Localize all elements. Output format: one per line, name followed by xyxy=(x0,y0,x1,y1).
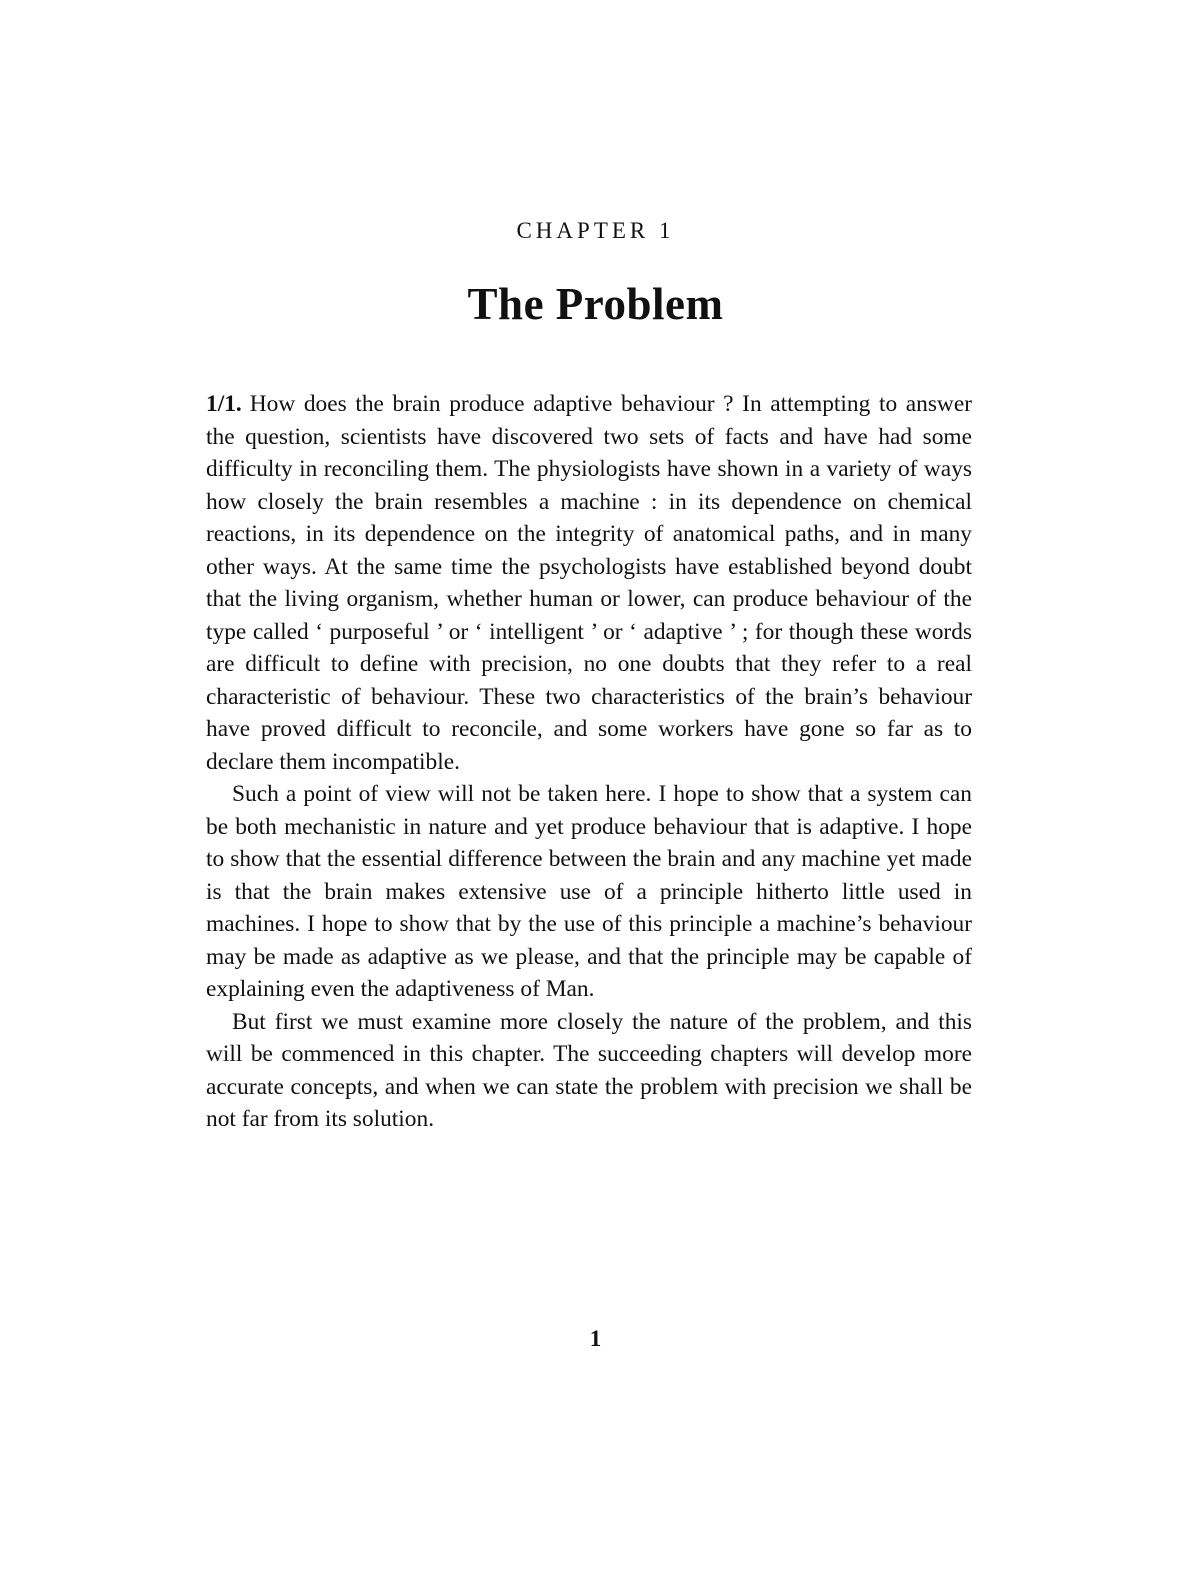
body-text xyxy=(206,388,972,1136)
paragraph-2: Such a point of view will not be taken here. I hope to show that a system can be both mechanistic in nature and yet produce behaviour that is adaptive. I hope to show that the essential difference between the brain and any machine yet made is that the brain makes extensive use of a principle hitherto little used in machines. I hope to show that by the use of this principle a machine’s behaviour may be made as adaptive as we please, and that the principle may be capable of explaining even the adaptiveness of Man. xyxy=(206,781,972,1002)
page-number: 1 xyxy=(589,1326,602,1351)
paragraph-3: But first we must examine more closely the nature of the problem, and this will be commenced in this chapter. The succeeding chapters will develop more accurate concepts, and when we can state the problem with precision we shall be not far from its solution. xyxy=(206,1008,972,1132)
paragraph-1-text: How does the brain produce adaptive behaviour ? In attempting to answer the question, scientists have discovered two sets of facts and have had some difficulty in reconciling them. The physiologists have shown in a variety of ways how closely the brain resembles a machine : in its dependence on chemical reactions, in its dependence on the integrity of anatomical paths, and in many other ways. At the same time the psychologists have established beyond doubt that the living organism, whether human or lower, can produce behaviour of the type called ‘ purposeful ’ or ‘ intelligent ’ or ‘ adaptive ’ ; for though these words are difficult to define with precision, no one doubts that they refer to a real characteristic of behaviour. These two characteristics of the brain’s behaviour have proved difficult to reconcile, and some workers have gone so far as to declare them incompatible. xyxy=(206,391,972,775)
chapter-title: The Problem xyxy=(467,279,724,329)
paragraph-1 xyxy=(206,388,972,778)
chapter-label: CHAPTER 1 xyxy=(516,218,675,243)
section-number: 1/1. xyxy=(206,391,242,417)
